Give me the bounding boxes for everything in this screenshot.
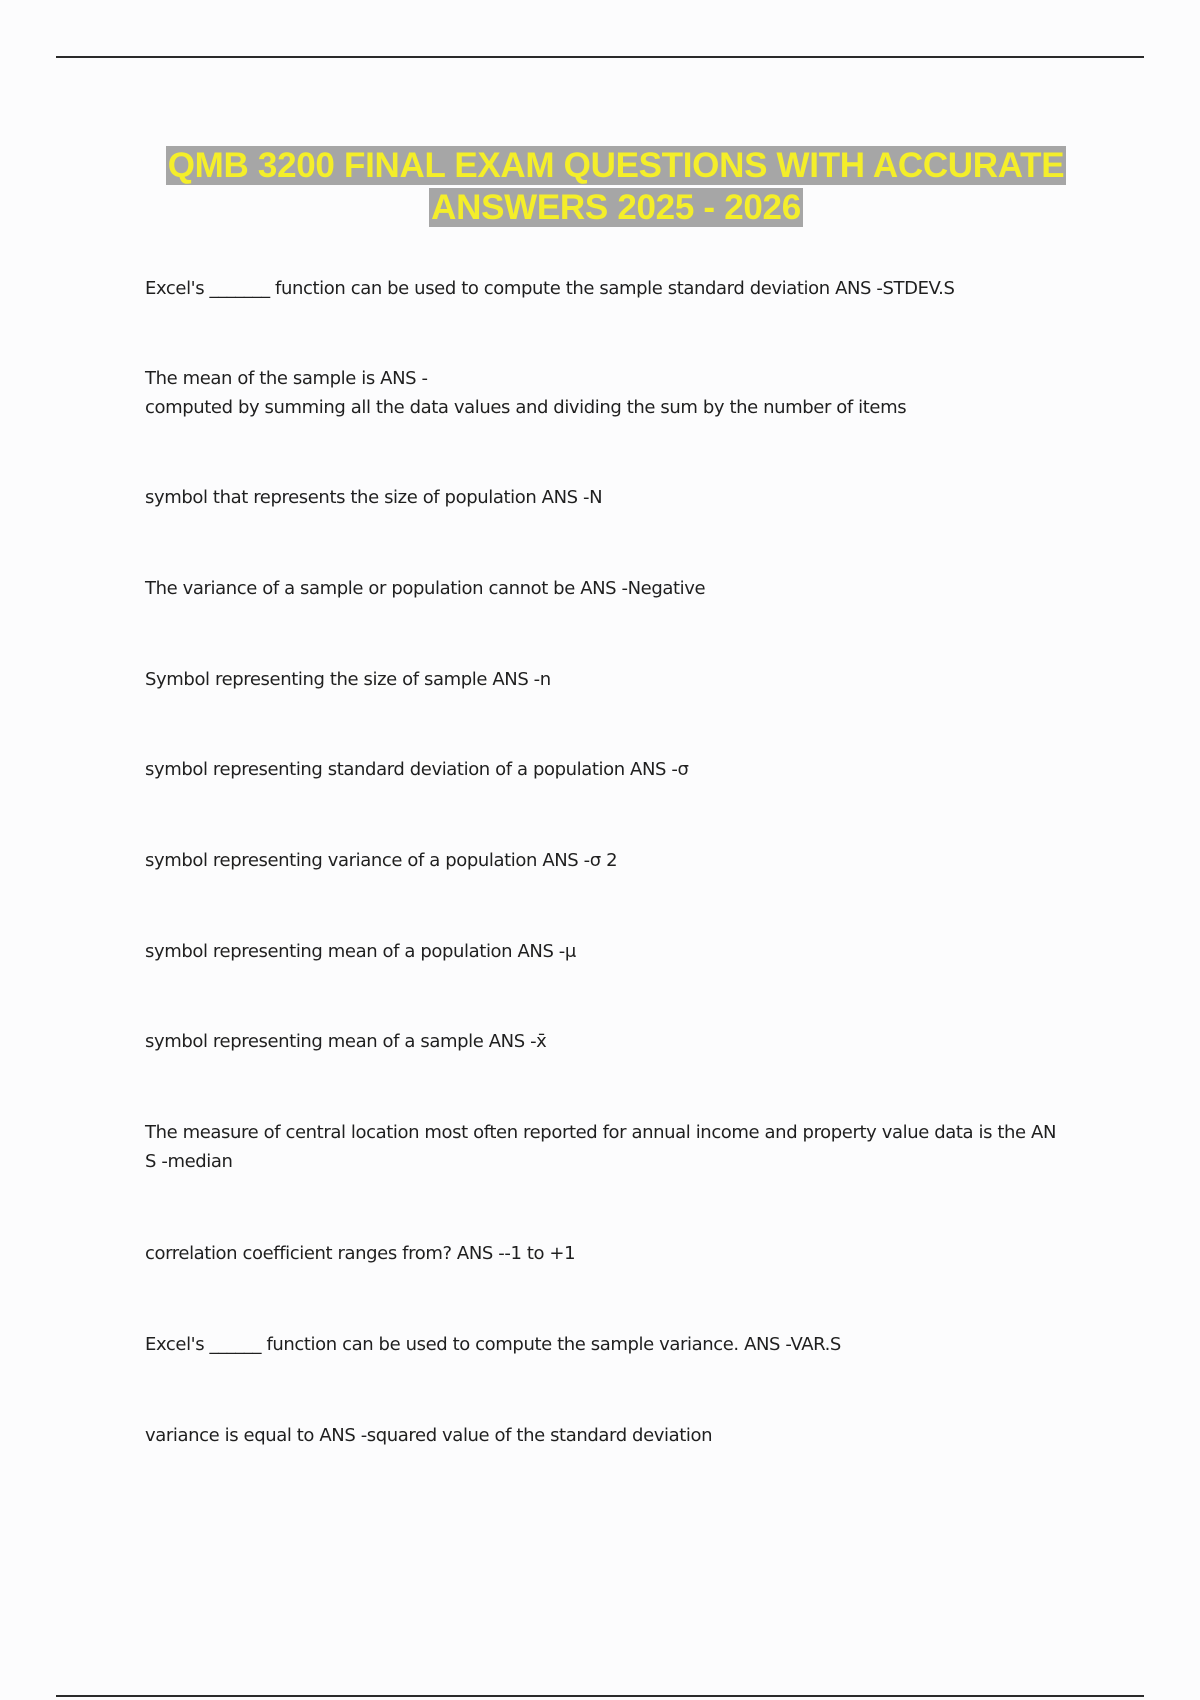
qa-item-stdev <box>145 274 1085 303</box>
qa-text: Symbol representing the size of sample ANS -n <box>145 669 551 690</box>
qa-text: variance is equal to ANS -squared value of the standard deviation <box>145 1425 713 1446</box>
title-line-1: QMB 3200 FINAL EXAM QUESTIONS WITH ACCURATE <box>167 146 1065 185</box>
qa-item-var-s <box>145 1330 1085 1359</box>
qa-text: symbol representing variance of a population ANS -σ 2 <box>145 850 618 871</box>
qa-text-line-1: The mean of the sample is ANS - <box>145 368 428 389</box>
qa-item-sample-size <box>145 665 1085 694</box>
qa-item-sample-mean-symbol <box>145 1027 1085 1056</box>
qa-item-population-variance <box>145 846 1085 875</box>
qa-item-variance-negative <box>145 574 1085 603</box>
qa-text-line-1: The measure of central location most often reported for annual income and property value data is the AN <box>145 1122 1057 1143</box>
bottom-divider <box>56 1695 1144 1697</box>
qa-item-variance-equals <box>145 1421 1085 1450</box>
title-line-2: ANSWERS 2025 - 2026 <box>431 188 801 227</box>
qa-text: correlation coefficient ranges from? ANS --1 to +1 <box>145 1243 576 1264</box>
qa-text: symbol representing standard deviation of a population ANS -σ <box>145 759 689 780</box>
qa-text-line-2: S -median <box>145 1151 233 1172</box>
qa-item-population-size <box>145 483 1085 512</box>
qa-text: The variance of a sample or population cannot be ANS -Negative <box>145 578 706 599</box>
qa-item-population-stdev <box>145 755 1085 784</box>
qa-text: symbol that represents the size of population ANS -N <box>145 487 603 508</box>
document-title <box>145 145 1087 229</box>
qa-text: Excel's _______ function can be used to compute the sample standard deviation ANS -STDEV.S <box>145 278 955 299</box>
qa-text: Excel's ______ function can be used to compute the sample variance. ANS -VAR.S <box>145 1334 841 1355</box>
qa-item-correlation <box>145 1239 1085 1268</box>
qa-text-line-2: computed by summing all the data values and dividing the sum by the number of items <box>145 397 907 418</box>
qa-text: symbol representing mean of a sample ANS -x̄ <box>145 1031 547 1052</box>
qa-item-population-mean <box>145 937 1085 966</box>
qa-item-central-location <box>145 1118 1085 1176</box>
qa-text: symbol representing mean of a population ANS -μ <box>145 941 576 962</box>
top-divider <box>56 56 1144 58</box>
qa-item-sample-mean <box>145 364 1085 422</box>
